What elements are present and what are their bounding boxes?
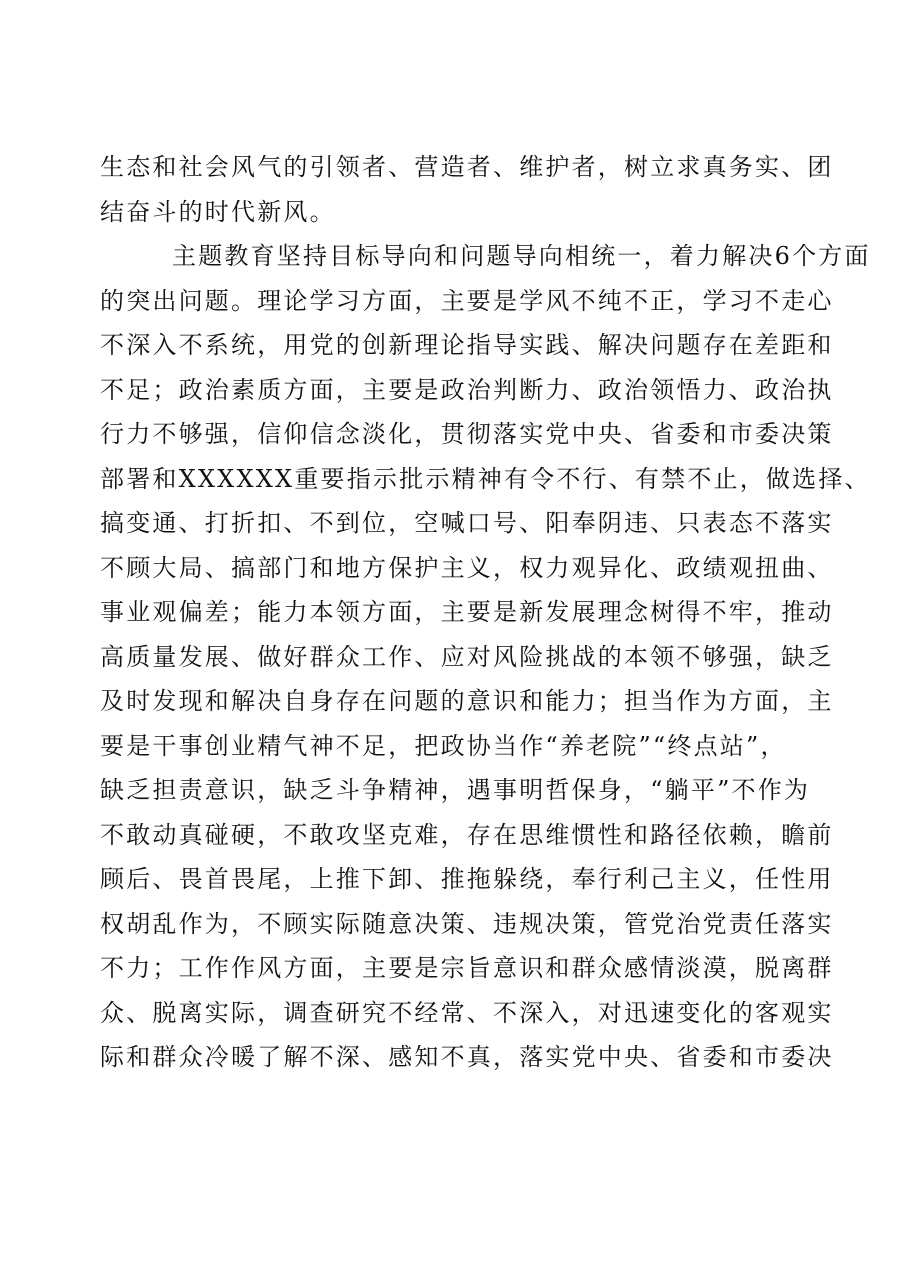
text-line: 际和群众冷暖了解不深、感知不真，落实党中央、省委和市委决 (100, 1043, 834, 1071)
text-line: 事业观偏差；能力本领方面，主要是新发展理念树得不牢，推动 (100, 598, 834, 626)
text-line: 众、脱离实际，调查研究不经常、不深入，对迅速变化的客观实 (100, 998, 834, 1027)
text-line: 部署和XXXXXX重要指示批示精神有令不行、有禁不止，做选择、 (100, 464, 871, 493)
text-line: 不顾大局、搞部门和地方保护主义，权力观异化、政绩观扭曲、 (100, 553, 834, 582)
paragraph-first-line: 主题教育坚持目标导向和问题导向相统一，着力解决6个方面 (172, 242, 871, 270)
text-line: 及时发现和解决自身存在问题的意识和能力；担当作为方面，主 (100, 687, 834, 715)
text-line: 不足；政治素质方面，主要是政治判断力、政治领悟力、政治执 (100, 375, 834, 404)
text-line: 不敢动真碰硬，不敢攻坚克难，存在思维惯性和路径依赖，瞻前 (100, 820, 834, 849)
text-line: 的突出问题。理论学习方面，主要是学风不纯不正，学习不走心 (100, 286, 834, 315)
text-line: 顾后、畏首畏尾，上推下卸、推拖躲绕，奉行利己主义，任性用 (100, 865, 834, 893)
text-line: 生态和社会风气的引领者、营造者、维护者，树立求真务实、团 (100, 153, 834, 181)
text-line: 搞变通、打折扣、不到位，空喊口号、阳奉阴违、只表态不落实 (100, 509, 834, 537)
text-line: 行力不够强，信仰信念淡化，贯彻落实党中央、省委和市委决策 (100, 420, 834, 448)
text-line: 要是干事创业精气神不足，把政协当作“养老院”“终点站”， (100, 731, 787, 760)
text-line: 缺乏担责意识，缺乏斗争精神，遇事明哲保身，“躺平”不作为 (100, 776, 811, 804)
text-line: 结奋斗的时代新风。 (100, 197, 336, 226)
text-line: 不力；工作作风方面，主要是宗旨意识和群众感情淡漠，脱离群 (100, 954, 834, 982)
text-line: 高质量发展、做好群众工作、应对风险挑战的本领不够强，缺乏 (100, 642, 834, 671)
document-body (100, 145, 871, 1080)
text-line: 不深入不系统，用党的创新理论指导实践、解决问题存在差距和 (100, 331, 834, 359)
text-line: 权胡乱作为，不顾实际随意决策、违规决策，管党治党责任落实 (100, 909, 834, 938)
